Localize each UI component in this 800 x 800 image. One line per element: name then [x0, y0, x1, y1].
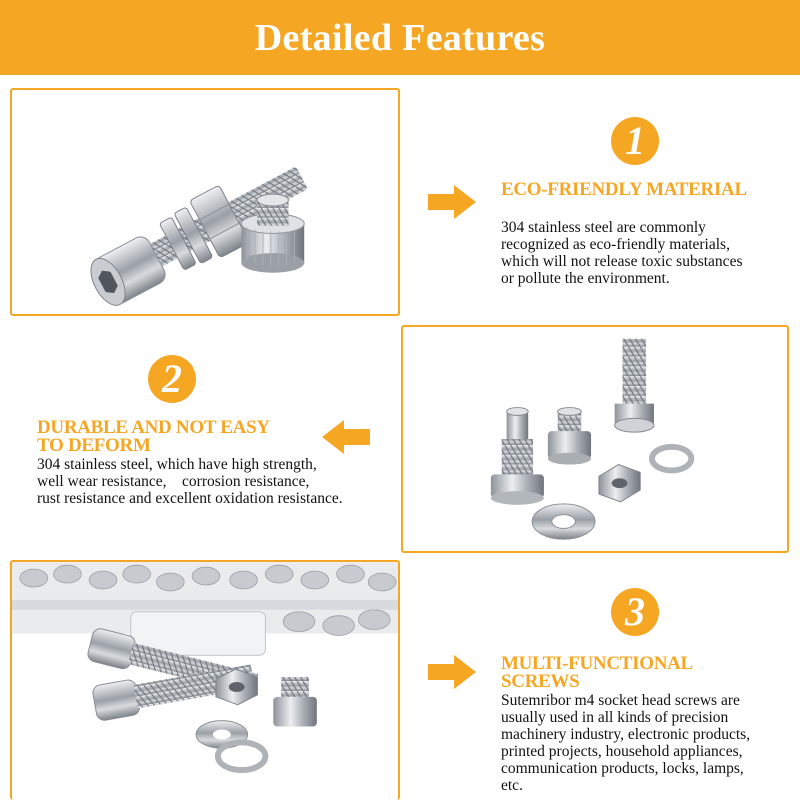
feature-heading-multi-functional: MULTI-FUNCTIONAL SCREWS: [501, 653, 693, 692]
left-arrow-icon: [322, 420, 370, 454]
assembled-screw-illustration: [12, 90, 398, 314]
right-arrow-icon: [428, 655, 476, 689]
product-photo-organizer-box: [10, 560, 400, 800]
feature-description-eco-friendly: 304 stainless steel are commonly recognized as eco-friendly materials, which will not release toxic substances or pollute the environment.: [501, 219, 743, 287]
feature-number-badge-1: 1: [611, 117, 659, 165]
feature-heading-eco-friendly: ECO-FRIENDLY MATERIAL: [501, 179, 747, 200]
organizer-box-illustration: [12, 562, 398, 800]
feature-description-durable: 304 stainless steel, which have high strength, well wear resistance, corrosion resistance, rust resistance and excellent oxidation resistance.: [37, 456, 343, 507]
screw-nut-washer-set-illustration: [403, 327, 787, 551]
header-banner: [0, 0, 800, 75]
product-photo-parts-set: [401, 325, 789, 553]
feature-description-multi-functional: Sutemribor m4 socket head screws are usually used in all kinds of precision machinery industry, electronic products, printed projects, household appliances, communication products, locks, lamps, etc.: [501, 692, 751, 794]
feature-number-badge-2: 2: [148, 355, 196, 403]
feature-heading-durable: DURABLE AND NOT EASY TO DEFORM: [37, 417, 270, 456]
page-title: Detailed Features: [254, 16, 546, 59]
right-arrow-icon: [428, 185, 476, 219]
product-photo-assembled-screw: [10, 88, 400, 316]
feature-number-badge-3: 3: [611, 588, 659, 636]
